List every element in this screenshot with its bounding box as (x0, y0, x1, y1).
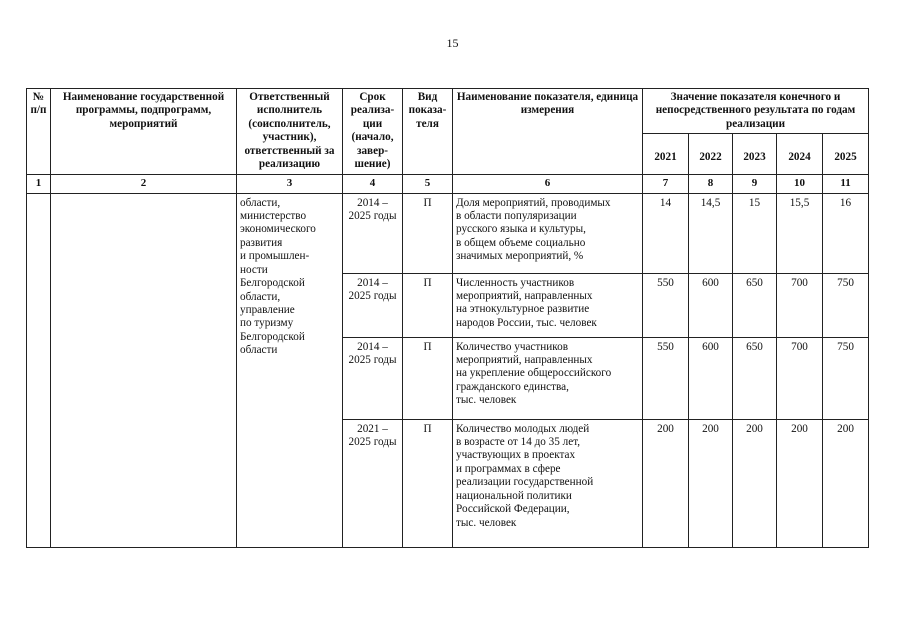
indicator-line: тыс. человек (456, 516, 517, 529)
executor-line: министерство (240, 209, 307, 222)
indicators-table (26, 88, 869, 548)
indicator-line: значимых мероприятий, % (456, 250, 584, 263)
indicator-line: на укрепление общероссийского (456, 367, 612, 380)
column-number: 10 (777, 175, 823, 193)
column-number: 9 (733, 175, 777, 193)
column-number: 5 (403, 175, 453, 193)
header-indicator-kind: Вид показа-теля (403, 89, 453, 175)
value-cell: 14,5 (689, 193, 733, 273)
indicator-line: и программах в сфере (456, 462, 561, 475)
column-number: 8 (689, 175, 733, 193)
header-year: 2021 (643, 134, 689, 175)
value-cell: 200 (733, 419, 777, 547)
executor-line: управление (240, 304, 295, 316)
value-cell: 600 (689, 273, 733, 337)
indicator-name-cell (453, 273, 643, 337)
indicator-line: национальной политики (456, 489, 572, 502)
indicator-kind-cell: П (403, 273, 453, 337)
indicator-line: гражданского единства, (456, 380, 569, 393)
indicator-line: Российской Федерации, (456, 503, 570, 516)
value-cell: 16 (823, 193, 869, 273)
header-program-name: Наименование государственной программы, подпрограмм, мероприятий (51, 89, 237, 175)
executor-line: области, (240, 196, 281, 209)
header-term: Срок реализа-ции (начало, завер-шение) (343, 89, 403, 175)
header-year: 2022 (689, 134, 733, 175)
value-cell: 550 (643, 337, 689, 419)
indicator-line: тыс. человек (456, 394, 517, 407)
column-number: 7 (643, 175, 689, 193)
row-number-cell (27, 193, 51, 547)
value-cell: 650 (733, 273, 777, 337)
executor-line: развития (240, 236, 283, 249)
value-cell: 200 (823, 419, 869, 547)
header-executor: Ответственный исполнитель (соисполнитель, участник), ответственный за реализацию (237, 89, 343, 175)
column-number: 2 (51, 175, 237, 193)
indicator-line: в возрасте от 14 до 35 лет, (456, 435, 581, 448)
value-cell: 600 (689, 337, 733, 419)
indicator-line: на этнокультурное развитие (456, 303, 590, 316)
indicator-name-cell (453, 337, 643, 419)
value-cell: 15,5 (777, 193, 823, 273)
value-cell: 200 (689, 419, 733, 547)
indicator-kind-cell: П (403, 419, 453, 547)
value-cell: 15 (733, 193, 777, 273)
value-cell: 550 (643, 273, 689, 337)
indicator-line: Доля мероприятий, проводимых (456, 196, 611, 209)
term-cell: 2014 – 2025 годы (343, 273, 403, 337)
executor-line: области (240, 344, 278, 357)
value-cell: 650 (733, 337, 777, 419)
indicator-line: в общем объеме социально (456, 236, 586, 249)
column-number: 6 (453, 175, 643, 193)
indicator-kind-cell: П (403, 337, 453, 419)
header-year: 2025 (823, 134, 869, 175)
executor-line: экономического (240, 223, 316, 236)
column-number: 1 (27, 175, 51, 193)
indicator-line: народов России, тыс. человек (456, 316, 597, 329)
column-number: 4 (343, 175, 403, 193)
executor-line: Белгородской (240, 277, 305, 290)
header-year: 2023 (733, 134, 777, 175)
executor-line: и промышлен- (240, 250, 310, 263)
indicator-line: реализации государственной (456, 476, 594, 489)
executor-line: ности (240, 263, 268, 276)
executor-cell (237, 193, 343, 547)
executor-line: по туризму (240, 317, 294, 330)
value-cell: 750 (823, 337, 869, 419)
value-cell: 14 (643, 193, 689, 273)
value-cell: 700 (777, 273, 823, 337)
indicator-line: русского языка и культуры, (456, 223, 586, 236)
value-cell: 700 (777, 337, 823, 419)
header-number: № п/п (27, 89, 51, 175)
executor-line: области, (240, 290, 281, 303)
column-number: 3 (237, 175, 343, 193)
header-indicator-name: Наименование показателя, единица измерения (453, 89, 643, 175)
indicator-line: мероприятий, направленных (456, 289, 593, 302)
indicator-line: в области популяризации (456, 209, 577, 222)
indicator-line: мероприятий, направленных (456, 353, 593, 366)
indicator-line: Численность участников (456, 276, 575, 289)
indicator-line: Количество молодых людей (456, 422, 590, 435)
indicator-line: участвующих в проектах (456, 449, 576, 462)
indicator-name-cell (453, 419, 643, 547)
header-values: Значение показателя конечного и непосредственного результата по годам реализации (643, 89, 869, 134)
page-number: 15 (446, 36, 459, 50)
value-cell: 200 (777, 419, 823, 547)
term-cell: 2014 – 2025 годы (343, 193, 403, 273)
indicator-line: Количество участников (456, 340, 568, 353)
indicator-name-cell (453, 193, 643, 273)
header-year: 2024 (777, 134, 823, 175)
indicator-kind-cell: П (403, 193, 453, 273)
value-cell: 750 (823, 273, 869, 337)
term-cell: 2021 – 2025 годы (343, 419, 403, 547)
column-number: 11 (823, 175, 869, 193)
program-name-cell (51, 193, 237, 547)
value-cell: 200 (643, 419, 689, 547)
term-cell: 2014 – 2025 годы (343, 337, 403, 419)
executor-line: Белгородской (240, 330, 305, 343)
